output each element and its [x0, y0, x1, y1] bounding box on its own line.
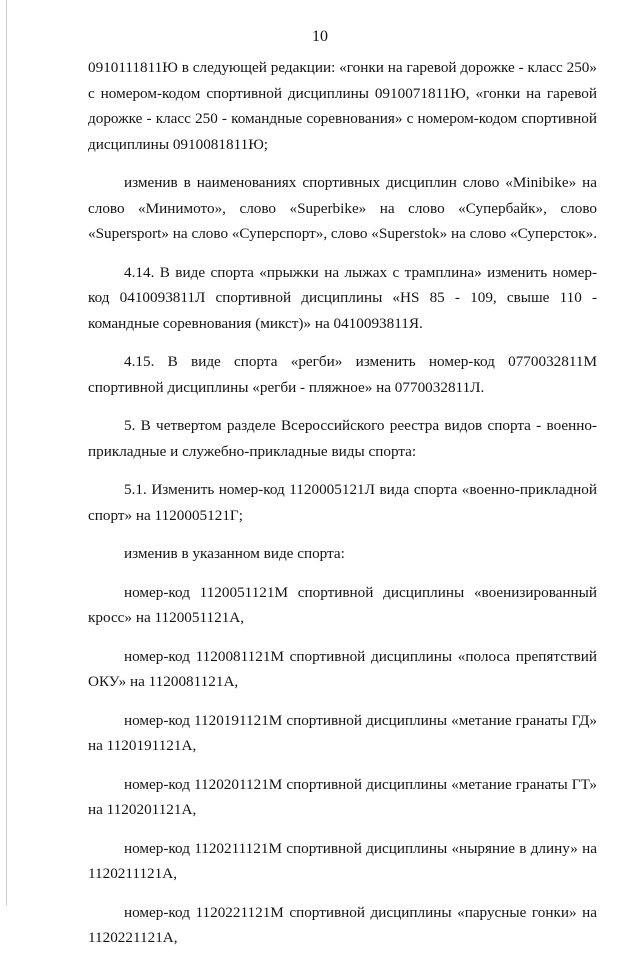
paragraph: номер-код 1120081121М спортивной дисциплины «полоса препятствий ОКУ» на 1120081121А, [88, 647, 597, 690]
paragraph: номер-код 1120051121М спортивной дисциплины «военизированный кросс» на 1120051121А, [88, 583, 597, 626]
document-body [88, 55, 597, 964]
paragraph: 5.1. Изменить номер-код 1120005121Л вида спорта «военно-прикладной спорт» на 1120005121Г; [88, 481, 597, 524]
page-number: 10 [312, 28, 328, 45]
paragraph: изменив в наименованиях спортивных дисциплин слово «Minibike» на слово «Минимото», слово «Superbike» на слово «Супербайк», слово «Supersport» на слово «Суперспорт», слово «Superstok» на слово «Суперсток». [88, 174, 597, 242]
paragraph: номер-код 1120211121М спортивной дисциплины «ныряние в длину» на 1120211121А, [88, 839, 597, 882]
paragraph: 4.15. В виде спорта «регби» изменить номер-код 0770032811М спортивной дисциплины «регби - пляжное» на 0770032811Л. [88, 353, 597, 396]
paragraph: 4.14. В виде спорта «прыжки на лыжах с трамплина» изменить номер-код 0410093811Л спортивной дисциплины «HS 85 - 109, свыше 110 - командные соревнования (микст)» на 0410093811Я. [88, 263, 597, 332]
paragraph: изменив в указанном виде спорта: [124, 545, 345, 562]
paragraph: номер-код 1120191121М спортивной дисциплины «метание гранаты ГД» на 1120191121А, [88, 711, 597, 754]
paragraph: 0910111811Ю в следующей редакции: «гонки на гаревой дорожке - класс 250» с номером-кодом спортивной дисциплины 0910071811Ю, «гонки на гаревой дорожке - класс 250 - командные соревнования» с номером-кодом спортивной дисциплины 0910081811Ю; [88, 59, 597, 153]
paragraph: номер-код 1120221121М спортивной дисциплины «парусные гонки» на 1120221121А, [88, 903, 597, 946]
scan-edge-line [6, 0, 7, 905]
paragraph: номер-код 1120201121М спортивной дисциплины «метание гранаты ГТ» на 1120201121А, [88, 775, 597, 818]
paragraph: 5. В четвертом разделе Всероссийского реестра видов спорта - военно-прикладные и служебно-прикладные виды спорта: [88, 417, 597, 460]
